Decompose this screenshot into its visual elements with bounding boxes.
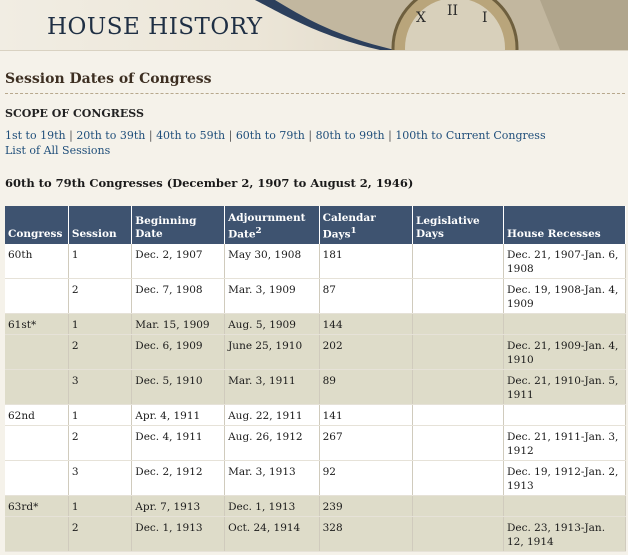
cell-beginning-date: Mar. 15, 1909	[132, 314, 225, 335]
cell-session: 2	[68, 426, 131, 461]
cell-legislative-days	[412, 405, 503, 426]
cell-house-recesses: Dec. 21, 1907-Jan. 6, 1908	[503, 244, 625, 279]
cell-legislative-days	[412, 461, 503, 496]
cell-beginning-date: Dec. 1, 1913	[132, 517, 225, 552]
cell-legislative-days	[412, 496, 503, 517]
cell-legislative-days	[412, 279, 503, 314]
cell-beginning-date: Apr. 7, 1913	[132, 496, 225, 517]
table-row	[5, 405, 626, 426]
table-body	[5, 244, 626, 552]
cell-congress: 60th	[5, 244, 68, 279]
table-row	[5, 279, 626, 314]
cell-congress	[5, 517, 68, 552]
cell-session: 2	[68, 279, 131, 314]
cell-session: 1	[68, 405, 131, 426]
cell-house-recesses: Dec. 19, 1912-Jan. 2, 1913	[503, 461, 625, 496]
cell-adjournment-date: Dec. 1, 1913	[225, 496, 320, 517]
cell-session: 1	[68, 496, 131, 517]
link-60th-79th[interactable]: 60th to 79th	[235, 129, 305, 142]
sessions-table	[5, 206, 626, 552]
cell-adjournment-date: Oct. 24, 1914	[225, 517, 320, 552]
scope-links: 1st to 19th | 20th to 39th | 40th to 59th | 60th to 79th | 80th to 99th | 100th to Current Congress List of All Sessions	[5, 129, 546, 157]
svg-text:I: I	[482, 10, 488, 26]
cell-calendar-days: 202	[319, 335, 412, 370]
cell-congress	[5, 335, 68, 370]
cell-beginning-date: Dec. 7, 1908	[132, 279, 225, 314]
cell-calendar-days: 239	[319, 496, 412, 517]
cell-adjournment-date: Mar. 3, 1909	[225, 279, 320, 314]
link-40th-59th[interactable]: 40th to 59th	[156, 129, 226, 142]
header-banner	[0, 0, 628, 51]
cell-house-recesses: Dec. 23, 1913-Jan. 12, 1914	[503, 517, 625, 552]
cell-house-recesses: Dec. 21, 1910-Jan. 5, 1911	[503, 370, 625, 405]
cell-beginning-date: Dec. 4, 1911	[132, 426, 225, 461]
cell-beginning-date: Dec. 2, 1912	[132, 461, 225, 496]
table-row	[5, 335, 626, 370]
link-20th-39th[interactable]: 20th to 39th	[76, 129, 146, 142]
footnote-2[interactable]: 2	[255, 225, 262, 236]
link-all-sessions[interactable]: List of All Sessions	[5, 144, 111, 157]
cell-session: 3	[68, 370, 131, 405]
header-calendar-label: Calendar Days	[322, 211, 376, 240]
table-row	[5, 370, 626, 405]
cell-congress: 61st*	[5, 314, 68, 335]
site-title[interactable]: HOUSE HISTORY	[47, 14, 263, 40]
cell-congress: 63rd*	[5, 496, 68, 517]
footnote-1[interactable]: 1	[350, 225, 357, 236]
cell-session: 3	[68, 461, 131, 496]
header-beginning-date: Beginning Date	[132, 206, 225, 244]
cell-beginning-date: Dec. 5, 1910	[132, 370, 225, 405]
scope-heading: SCOPE OF CONGRESS	[5, 107, 144, 120]
header-adjournment-date	[225, 206, 320, 244]
cell-calendar-days: 181	[319, 244, 412, 279]
header-adjournment-label: Adjournment Date	[228, 211, 306, 240]
header-calendar-days	[319, 206, 412, 244]
cell-legislative-days	[412, 244, 503, 279]
cell-legislative-days	[412, 370, 503, 405]
cell-congress: 62nd	[5, 405, 68, 426]
cell-congress	[5, 279, 68, 314]
link-1st-19th[interactable]: 1st to 19th	[5, 129, 66, 142]
cell-calendar-days: 141	[319, 405, 412, 426]
cell-house-recesses	[503, 314, 625, 335]
cell-beginning-date: Dec. 2, 1907	[132, 244, 225, 279]
table-row	[5, 426, 626, 461]
cell-calendar-days: 87	[319, 279, 412, 314]
cell-session: 2	[68, 517, 131, 552]
cell-adjournment-date: Aug. 26, 1912	[225, 426, 320, 461]
cell-beginning-date: Apr. 4, 1911	[132, 405, 225, 426]
cell-adjournment-date: May 30, 1908	[225, 244, 320, 279]
cell-legislative-days	[412, 426, 503, 461]
header-legislative-days: Legislative Days	[412, 206, 503, 244]
cell-house-recesses: Dec. 21, 1911-Jan. 3, 1912	[503, 426, 625, 461]
svg-text:II: II	[447, 3, 459, 19]
cell-house-recesses: Dec. 19, 1908-Jan. 4, 1909	[503, 279, 625, 314]
cell-congress	[5, 426, 68, 461]
cell-house-recesses: Dec. 21, 1909-Jan. 4, 1910	[503, 335, 625, 370]
table-row	[5, 517, 626, 552]
cell-calendar-days: 89	[319, 370, 412, 405]
table-header-row	[5, 206, 626, 244]
header-session: Session	[68, 206, 131, 244]
svg-text:X: X	[416, 10, 426, 26]
cell-legislative-days	[412, 335, 503, 370]
cell-beginning-date: Dec. 6, 1909	[132, 335, 225, 370]
cell-adjournment-date: June 25, 1910	[225, 335, 320, 370]
page-title: Session Dates of Congress	[5, 71, 625, 94]
range-title: 60th to 79th Congresses (December 2, 1907 to August 2, 1946)	[5, 176, 414, 190]
cell-congress	[5, 461, 68, 496]
cell-adjournment-date: Mar. 3, 1913	[225, 461, 320, 496]
cell-house-recesses	[503, 405, 625, 426]
cell-calendar-days: 328	[319, 517, 412, 552]
cell-session: 1	[68, 314, 131, 335]
cell-calendar-days: 92	[319, 461, 412, 496]
header-congress: Congress	[5, 206, 68, 244]
cell-session: 2	[68, 335, 131, 370]
cell-house-recesses	[503, 496, 625, 517]
table-row	[5, 496, 626, 517]
cell-calendar-days: 267	[319, 426, 412, 461]
cell-session: 1	[68, 244, 131, 279]
link-100th-current[interactable]: 100th to Current Congress	[395, 129, 546, 142]
table-row	[5, 461, 626, 496]
cell-legislative-days	[412, 314, 503, 335]
link-80th-99th[interactable]: 80th to 99th	[315, 129, 385, 142]
table-row	[5, 244, 626, 279]
cell-adjournment-date: Aug. 5, 1909	[225, 314, 320, 335]
cell-adjournment-date: Aug. 22, 1911	[225, 405, 320, 426]
table-row	[5, 314, 626, 335]
cell-legislative-days	[412, 517, 503, 552]
cell-adjournment-date: Mar. 3, 1911	[225, 370, 320, 405]
header-house-recesses: House Recesses	[503, 206, 625, 244]
cell-calendar-days: 144	[319, 314, 412, 335]
cell-congress	[5, 370, 68, 405]
